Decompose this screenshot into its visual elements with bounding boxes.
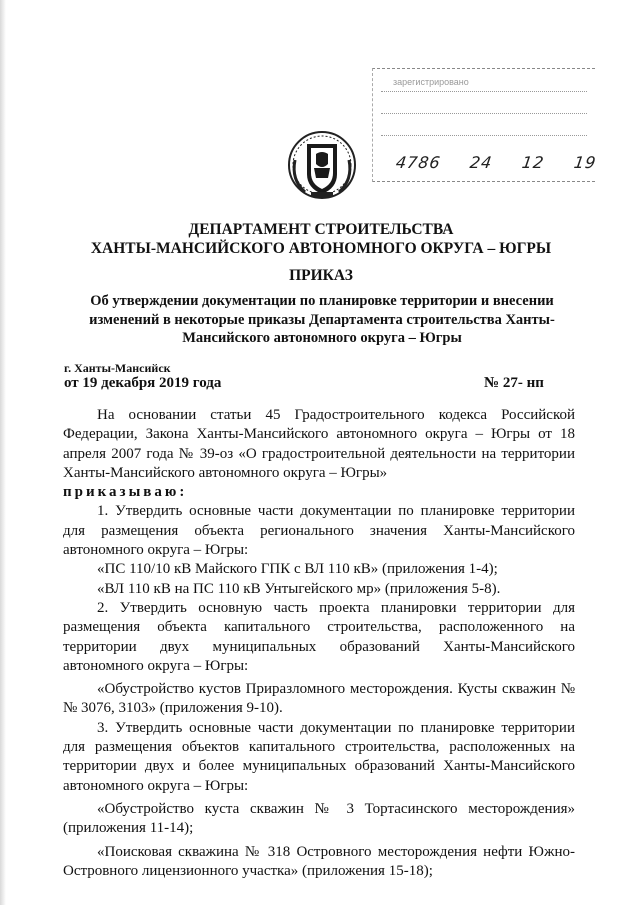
item-3-a: «Обустройство куста скважин № 3 Тортасинского месторождения» (приложения 11-14); — [63, 800, 575, 837]
coat-of-arms-icon — [287, 130, 357, 202]
reg-number-part: 19 — [572, 153, 598, 172]
preamble-paragraph: На основании статьи 45 Градостроительного кодекса Российской Федерации, Закона Ханты-Мансийского автономного округа – Югры от 18 апреля 2007 года № 39-оз «О градостроительной деятельности на территории Ханты-Мансийского автономного округа – Югры» — [63, 407, 575, 481]
item-2-a: «Обустройство кустов Приразломного месторождения. Кусты скважин №№ 3076, 3103» (приложения 9-10). — [63, 681, 575, 717]
document-date: от 19 декабря 2019 года — [64, 375, 222, 391]
document-subject: Об утверждении документации по планировке территории и внесении изменений в некоторые приказы Департамента строительства Ханты-Мансийского автономного округа – Югры — [89, 293, 555, 346]
item-1-b: «ВЛ 110 кВ на ПС 110 кВ Унтыгейского мр» (приложения 5-8). — [97, 580, 501, 597]
reg-number-part: 24 — [468, 153, 494, 172]
item-2: 2. Утвердить основную часть проекта планировки территории для размещения объекта капитального строительства, расположенного на территории двух муниципальных образований Ханты-Мансийского автономного округа – Югры: — [63, 599, 575, 674]
reg-number-part: 12 — [520, 153, 546, 172]
document-city: г. Ханты-Мансийск — [64, 361, 171, 375]
stamp-faint-text: зарегистрировано — [393, 77, 469, 87]
item-3: 3. Утвердить основные части документации по планировке территории для размещения объектов капитального строительства, расположенных на территории двух и более муниципальных образований Ханты-Мансийского автономного округа – Югры: — [63, 719, 575, 794]
item-1-a: «ПС 110/10 кВ Майского ГПК с ВЛ 110 кВ» (приложения 1-4); — [97, 561, 498, 578]
document-type: ПРИКАЗ — [289, 267, 353, 284]
registration-number — [396, 153, 596, 172]
order-word: приказываю: — [63, 484, 188, 501]
department-title-line1: ДЕПАРТАМЕНТ СТРОИТЕЛЬСТВА — [188, 221, 454, 238]
document-body — [63, 406, 575, 881]
reg-number-part: 4786 — [394, 153, 443, 172]
department-title-line2: ХАНТЫ-МАНСИЙСКОГО АВТОНОМНОГО ОКРУГА – ЮГРЫ — [90, 240, 552, 257]
item-3-b: «Поисковая скважина № 318 Островного месторождения нефти Южно-Островного лицензионного участка» (приложения 15-18); — [63, 843, 575, 879]
scan-edge — [0, 0, 6, 905]
document-number: № 27- нп — [484, 375, 544, 391]
item-1: 1. Утвердить основные части документации по планировке территории для размещения объекта регионального значения Ханты-Мансийского автономного округа – Югры: — [63, 503, 575, 559]
